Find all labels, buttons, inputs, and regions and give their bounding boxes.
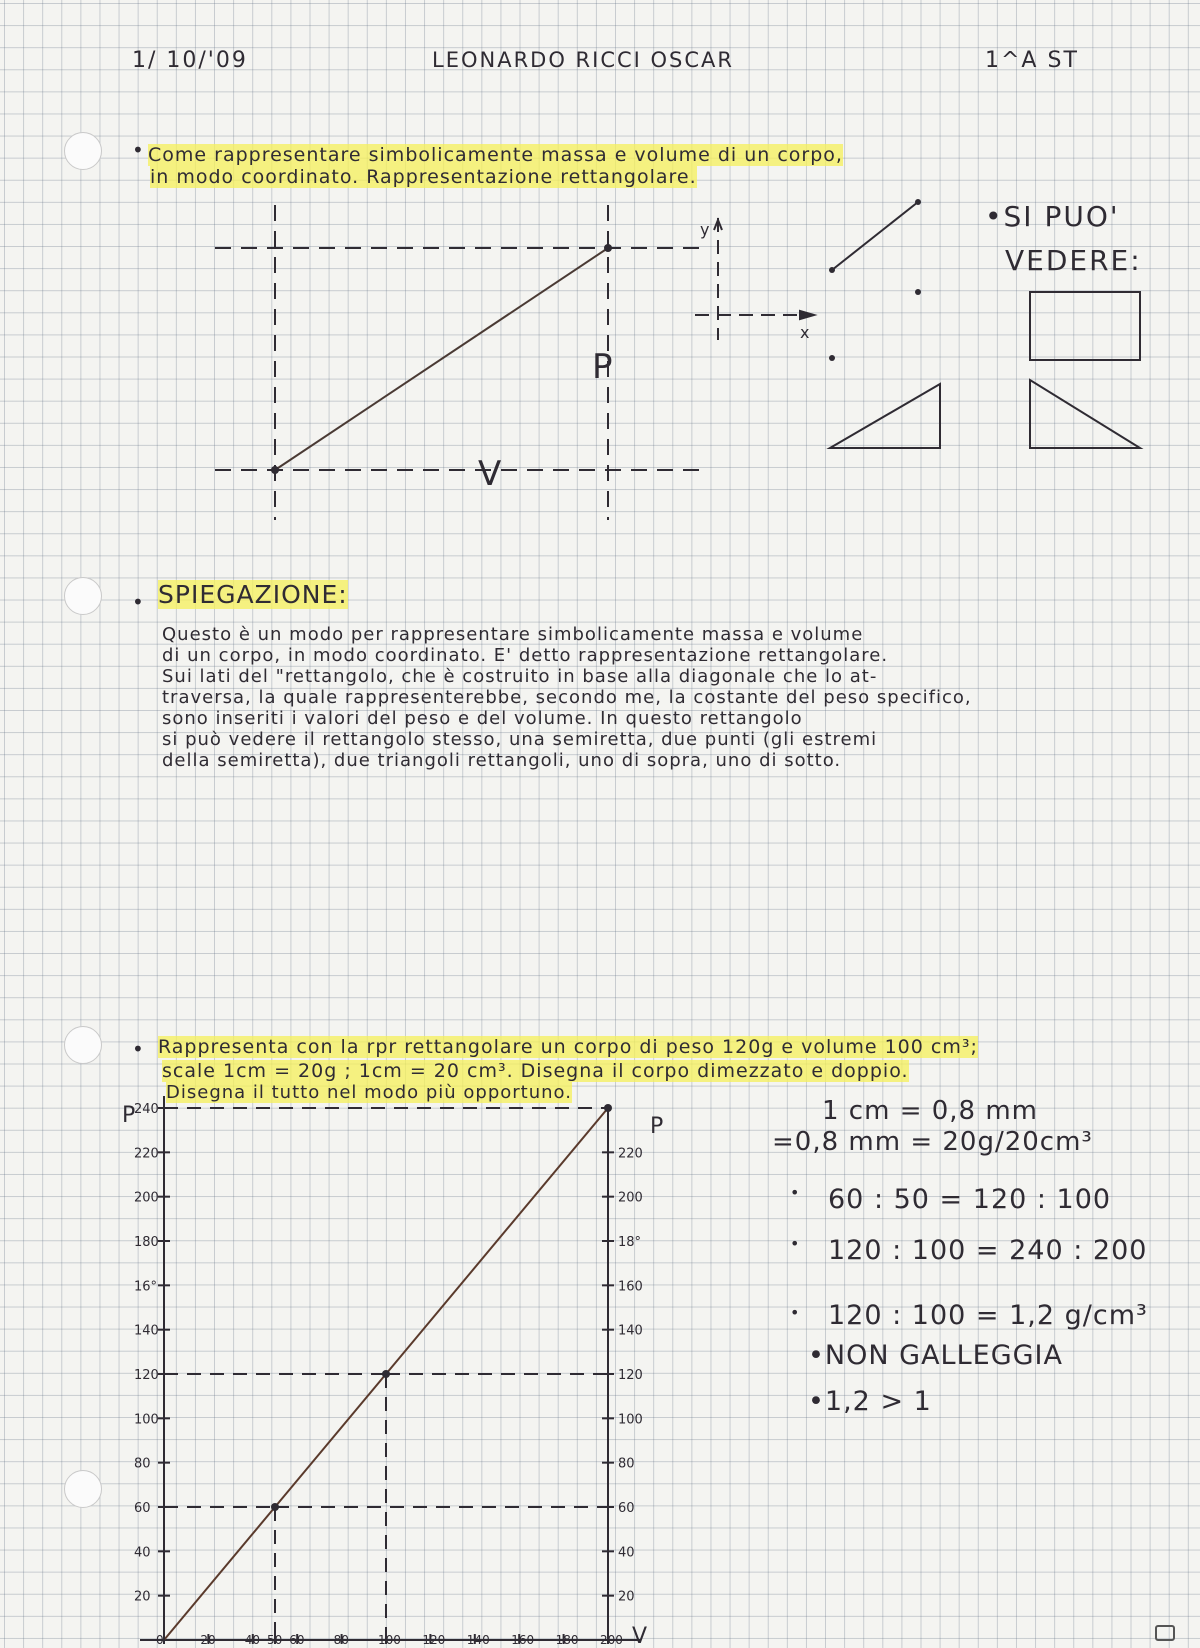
chart-x-tick-label: 20 bbox=[200, 1633, 216, 1647]
exercise-line-3: Disegna il tutto nel modo più opportuno. bbox=[166, 1082, 572, 1103]
note-scale-2: =0,8 mm = 20g/20cm³ bbox=[772, 1127, 1093, 1157]
note-density: 120 : 100 = 1,2 g/cm³ bbox=[828, 1300, 1148, 1331]
intro-line-1: Come rappresentare simbolicamente massa e volume di un corpo, bbox=[148, 144, 843, 166]
note-scale-1: 1 cm = 0,8 mm bbox=[822, 1096, 1039, 1126]
chart-x-tick-label: 120 bbox=[422, 1633, 446, 1647]
chart-x-tick-label: 0 bbox=[156, 1633, 164, 1647]
chart-x-tick-label: 100 bbox=[378, 1633, 401, 1647]
chart-x-tick-label: 180 bbox=[555, 1633, 579, 1647]
chart-y-tick-label-right: 18° bbox=[618, 1235, 642, 1250]
explanation-line: si può vedere il rettangolo stesso, una semiretta, due punti (gli estremi bbox=[162, 729, 878, 750]
chart-y-tick-label-right: 160 bbox=[618, 1279, 643, 1295]
exercise-line-2: scale 1cm = 20g ; 1cm = 20 cm³. Disegna il corpo dimezzato e doppio. bbox=[162, 1060, 909, 1082]
exercise-line-1: Rappresenta con la rpr rettangolare un corpo di peso 120g e volume 100 cm³; bbox=[158, 1036, 978, 1058]
chart-x-tick-label: 160 bbox=[511, 1633, 535, 1647]
chart-x-tick-label: 140 bbox=[466, 1633, 490, 1647]
chart-y-tick-label-right: 220 bbox=[618, 1146, 643, 1162]
chart-y-tick-label: 120 bbox=[134, 1368, 159, 1383]
chart-x-tick-label: 50 bbox=[267, 1633, 283, 1647]
si-puo-label: •SI PUO' bbox=[985, 200, 1120, 233]
chart-y-tick-label-right: 100 bbox=[618, 1412, 643, 1428]
chart-y-tick-label: 220 bbox=[134, 1146, 159, 1162]
chart-y-tick-label: 16° bbox=[134, 1279, 158, 1295]
intro-line-2: in modo coordinato. Rappresentazione rettangolare. bbox=[150, 166, 697, 188]
header-name: LEONARDO RICCI OSCAR bbox=[432, 48, 734, 72]
explanation-line: traversa, la quale rappresenterebbe, secondo me, la costante del peso specifico, bbox=[162, 687, 972, 708]
chart-y-tick-label: 200 bbox=[134, 1190, 159, 1206]
chart-xlabel: V bbox=[632, 1624, 648, 1648]
corner-mark bbox=[1155, 1625, 1175, 1641]
fig-label-v: V bbox=[478, 454, 502, 494]
fig-axis-y: y bbox=[700, 220, 710, 239]
chart-y-tick-label-right: 140 bbox=[618, 1323, 643, 1339]
bullet: • bbox=[132, 590, 145, 614]
chart-y-tick-label: 40 bbox=[134, 1545, 151, 1561]
chart-x-tick-label: 80 bbox=[333, 1633, 349, 1647]
chart-ylabel-right: P bbox=[650, 1114, 664, 1139]
note-proportion-1: 60 : 50 = 120 : 100 bbox=[828, 1184, 1112, 1215]
spiegazione-title: SPIEGAZIONE: bbox=[158, 580, 348, 609]
note-non-galleggia: •NON GALLEGGIA bbox=[808, 1340, 1063, 1371]
header-date: 1/ 10/'09 bbox=[132, 48, 248, 73]
chart-x-tick-label: 40 bbox=[244, 1633, 261, 1647]
chart-y-tick-label-right: 40 bbox=[618, 1545, 635, 1561]
chart-y-tick-label: 60 bbox=[134, 1501, 151, 1516]
note-bullet: • bbox=[790, 1183, 801, 1202]
chart-x-tick-label: 60 bbox=[289, 1633, 305, 1647]
chart-y-tick-label: 240 bbox=[134, 1102, 159, 1117]
chart-y-tick-label: 100 bbox=[134, 1412, 159, 1428]
fig-axis-x: x bbox=[800, 323, 810, 342]
chart-y-tick-label: 80 bbox=[134, 1456, 151, 1472]
chart-ylabel: P bbox=[122, 1103, 136, 1128]
note-proportion-2: 120 : 100 = 240 : 200 bbox=[828, 1235, 1148, 1266]
header-class: 1^A ST bbox=[985, 48, 1079, 73]
chart-point bbox=[604, 1104, 612, 1112]
chart-y-tick-label-right: 200 bbox=[618, 1190, 643, 1206]
chart-y-tick-label: 140 bbox=[134, 1323, 159, 1339]
note-bullet: • bbox=[790, 1303, 801, 1322]
explanation-line: della semiretta), due triangoli rettangoli, uno di sopra, uno di sotto. bbox=[162, 750, 842, 771]
bullet: • bbox=[132, 1037, 145, 1061]
chart-point bbox=[271, 1503, 279, 1511]
chart-y-tick-label: 180 bbox=[134, 1235, 159, 1250]
note-comparison: •1,2 > 1 bbox=[808, 1386, 932, 1417]
fig-label-p: P bbox=[592, 347, 613, 387]
chart-y-tick-label: 20 bbox=[134, 1589, 151, 1605]
chart-y-tick-label-right: 80 bbox=[618, 1456, 635, 1472]
note-bullet: • bbox=[790, 1234, 801, 1253]
explanation-line: Questo è un modo per rappresentare simbolicamente massa e volume bbox=[162, 624, 864, 645]
explanation-line: di un corpo, in modo coordinato. E' detto rappresentazione rettangolare. bbox=[162, 645, 889, 666]
explanation-line: sono inseriti i valori del peso e del volume. In questo rettangolo bbox=[162, 708, 803, 729]
chart-x-tick-label: 200 bbox=[600, 1633, 623, 1647]
explanation-line: Sui lati del "rettangolo, che è costruito in base alla diagonale che lo at- bbox=[162, 666, 878, 687]
chart-y-tick-label-right: 60 bbox=[618, 1501, 635, 1516]
chart-y-tick-label-right: 120 bbox=[618, 1368, 643, 1383]
bullet: • bbox=[132, 138, 145, 162]
vedere-label: VEDERE: bbox=[1005, 244, 1142, 277]
chart-y-tick-label-right: 20 bbox=[618, 1589, 635, 1605]
chart-point bbox=[382, 1370, 390, 1378]
